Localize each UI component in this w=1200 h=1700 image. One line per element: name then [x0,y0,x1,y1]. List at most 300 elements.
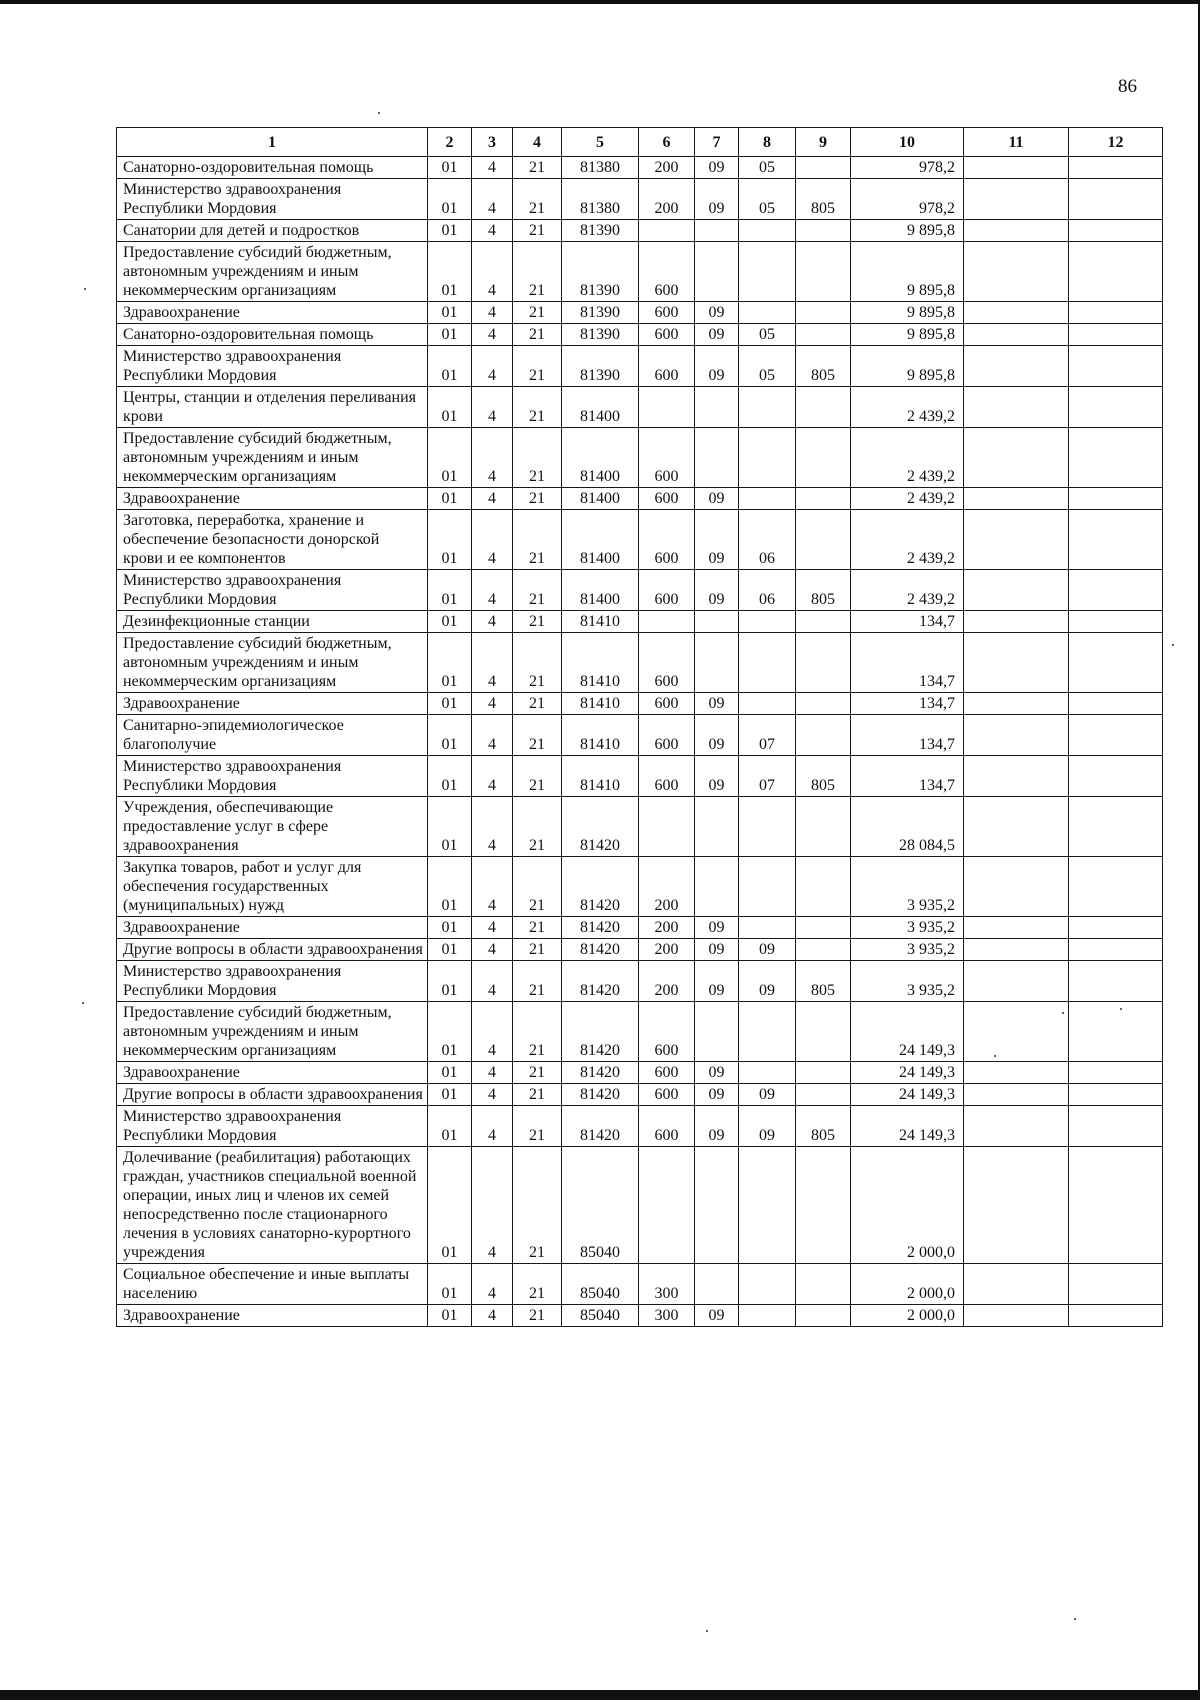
amount-cell: 9 895,8 [851,302,964,324]
code-cell: 21 [513,715,562,756]
code-cell: 85040 [562,1264,639,1305]
code-cell: 805 [796,961,851,1002]
code-cell: 81390 [562,242,639,302]
amount-cell: 24 149,3 [851,1002,964,1062]
row-name-cell: Учреждения, обеспечивающие предоставление услуг в сфере здравоохранения [117,797,428,857]
column-header: 12 [1069,128,1163,157]
code-cell: 200 [639,939,695,961]
code-cell: 4 [472,961,513,1002]
code-cell: 81420 [562,1002,639,1062]
amount-cell [1069,756,1163,797]
amount-cell: 28 084,5 [851,797,964,857]
scan-speck [84,288,86,290]
row-name-cell: Закупка товаров, работ и услуг для обеспечения государственных (муниципальных) нужд [117,857,428,917]
row-name-cell: Здравоохранение [117,1062,428,1084]
code-cell: 4 [472,510,513,570]
amount-cell [964,1106,1069,1147]
code-cell: 01 [428,302,472,324]
amount-cell [964,324,1069,346]
code-cell: 21 [513,510,562,570]
amount-cell [964,179,1069,220]
amount-cell [964,1305,1069,1327]
scan-border-top [0,0,1200,4]
code-cell [796,693,851,715]
column-header: 11 [964,128,1069,157]
table-row [117,797,1163,857]
amount-cell [964,242,1069,302]
amount-cell [964,387,1069,428]
row-name-cell: Санаторно-оздоровительная помощь [117,157,428,179]
amount-cell: 9 895,8 [851,346,964,387]
code-cell [796,1084,851,1106]
table-row [117,715,1163,756]
code-cell: 21 [513,157,562,179]
scan-speck [82,1002,84,1004]
header-row [117,128,1163,157]
code-cell: 09 [695,939,739,961]
code-cell [695,1264,739,1305]
code-cell: 09 [695,1084,739,1106]
code-cell: 01 [428,1002,472,1062]
table-row [117,1147,1163,1264]
code-cell: 05 [739,157,796,179]
amount-cell [964,1002,1069,1062]
code-cell: 4 [472,570,513,611]
amount-cell: 9 895,8 [851,242,964,302]
code-cell: 81410 [562,633,639,693]
code-cell: 21 [513,1106,562,1147]
code-cell: 21 [513,387,562,428]
table-row [117,302,1163,324]
code-cell: 4 [472,242,513,302]
table-row [117,570,1163,611]
table-row [117,324,1163,346]
code-cell: 4 [472,756,513,797]
code-cell: 4 [472,633,513,693]
code-cell: 4 [472,1062,513,1084]
code-cell: 21 [513,917,562,939]
code-cell: 09 [695,715,739,756]
amount-cell: 2 439,2 [851,428,964,488]
table-row [117,611,1163,633]
code-cell: 4 [472,1084,513,1106]
code-cell: 09 [695,961,739,1002]
amount-cell [964,1084,1069,1106]
code-cell: 01 [428,857,472,917]
code-cell: 01 [428,346,472,387]
code-cell [796,242,851,302]
code-cell: 21 [513,756,562,797]
budget-table [116,127,1163,1327]
amount-cell: 24 149,3 [851,1106,964,1147]
code-cell: 21 [513,302,562,324]
code-cell [739,1264,796,1305]
table-row [117,1002,1163,1062]
code-cell: 81410 [562,693,639,715]
code-cell [639,387,695,428]
amount-cell [964,302,1069,324]
column-header: 5 [562,128,639,157]
code-cell: 4 [472,917,513,939]
code-cell [739,693,796,715]
code-cell: 05 [739,346,796,387]
code-cell [739,611,796,633]
code-cell: 09 [695,488,739,510]
code-cell [739,917,796,939]
code-cell: 21 [513,1062,562,1084]
code-cell: 4 [472,611,513,633]
amount-cell [1069,1002,1163,1062]
code-cell: 05 [739,324,796,346]
row-name-cell: Предоставление субсидий бюджетным, автономным учреждениям и иным некоммерческим организациям [117,242,428,302]
amount-cell: 978,2 [851,179,964,220]
code-cell [796,797,851,857]
code-cell: 200 [639,179,695,220]
amount-cell [964,157,1069,179]
code-cell: 200 [639,157,695,179]
row-name-cell: Предоставление субсидий бюджетным, автономным учреждениям и иным некоммерческим организациям [117,633,428,693]
amount-cell [1069,510,1163,570]
table-row [117,1305,1163,1327]
code-cell: 600 [639,756,695,797]
code-cell: 81420 [562,961,639,1002]
code-cell: 4 [472,693,513,715]
code-cell: 21 [513,1002,562,1062]
table-row [117,387,1163,428]
code-cell: 01 [428,715,472,756]
code-cell: 4 [472,324,513,346]
code-cell [739,242,796,302]
code-cell [695,857,739,917]
table-row [117,157,1163,179]
code-cell: 09 [695,1106,739,1147]
table-row [117,633,1163,693]
code-cell: 01 [428,1106,472,1147]
row-name-cell: Здравоохранение [117,1305,428,1327]
table-row [117,756,1163,797]
amount-cell: 3 935,2 [851,917,964,939]
amount-cell [1069,157,1163,179]
amount-cell [1069,1062,1163,1084]
code-cell: 21 [513,633,562,693]
amount-cell [1069,1264,1163,1305]
code-cell [796,633,851,693]
row-name-cell: Заготовка, переработка, хранение и обеспечение безопасности донорской крови и ее компонентов [117,510,428,570]
code-cell: 81390 [562,324,639,346]
code-cell: 09 [695,693,739,715]
code-cell: 21 [513,857,562,917]
code-cell: 21 [513,242,562,302]
row-name-cell: Долечивание (реабилитация) работающих граждан, участников специальной военной операции, иных лиц и членов их семей непосредственно после стационарного лечения в условиях санаторно-курортного учреждения [117,1147,428,1264]
code-cell [639,797,695,857]
amount-cell [964,756,1069,797]
column-header: 7 [695,128,739,157]
code-cell: 09 [695,1062,739,1084]
code-cell: 01 [428,220,472,242]
code-cell: 805 [796,346,851,387]
code-cell: 01 [428,510,472,570]
code-cell: 01 [428,1147,472,1264]
code-cell: 21 [513,1147,562,1264]
amount-cell: 3 935,2 [851,939,964,961]
code-cell: 4 [472,797,513,857]
row-name-cell: Министерство здравоохранения Республики Мордовия [117,1106,428,1147]
code-cell: 200 [639,917,695,939]
code-cell: 01 [428,157,472,179]
row-name-cell: Министерство здравоохранения Республики Мордовия [117,346,428,387]
row-name-cell: Здравоохранение [117,693,428,715]
row-name-cell: Санаторно-оздоровительная помощь [117,324,428,346]
code-cell [739,1305,796,1327]
code-cell: 4 [472,302,513,324]
code-cell: 09 [695,157,739,179]
row-name-cell: Предоставление субсидий бюджетным, автономным учреждениям и иным некоммерческим организациям [117,1002,428,1062]
amount-cell: 2 000,0 [851,1264,964,1305]
code-cell: 200 [639,857,695,917]
code-cell [739,797,796,857]
amount-cell: 3 935,2 [851,857,964,917]
amount-cell [1069,428,1163,488]
row-name-cell: Здравоохранение [117,302,428,324]
row-name-cell: Здравоохранение [117,917,428,939]
code-cell: 01 [428,387,472,428]
code-cell: 81390 [562,346,639,387]
code-cell [695,242,739,302]
column-header: 4 [513,128,562,157]
row-name-cell: Министерство здравоохранения Республики Мордовия [117,756,428,797]
column-header: 1 [117,128,428,157]
code-cell [695,611,739,633]
row-name-cell: Социальное обеспечение и иные выплаты населению [117,1264,428,1305]
amount-cell [1069,715,1163,756]
amount-cell [964,961,1069,1002]
amount-cell: 2 000,0 [851,1305,964,1327]
code-cell: 21 [513,346,562,387]
table-row [117,510,1163,570]
code-cell: 81400 [562,387,639,428]
column-header: 10 [851,128,964,157]
code-cell [639,611,695,633]
code-cell: 600 [639,1002,695,1062]
code-cell: 21 [513,1264,562,1305]
code-cell: 21 [513,961,562,1002]
code-cell: 805 [796,756,851,797]
row-name-cell: Другие вопросы в области здравоохранения [117,939,428,961]
code-cell [695,220,739,242]
code-cell: 09 [695,917,739,939]
amount-cell [1069,857,1163,917]
table-row [117,1106,1163,1147]
amount-cell [964,1264,1069,1305]
code-cell: 4 [472,1002,513,1062]
code-cell [796,324,851,346]
code-cell: 09 [695,756,739,797]
table-row [117,917,1163,939]
amount-cell [1069,1106,1163,1147]
amount-cell [964,715,1069,756]
code-cell: 21 [513,324,562,346]
code-cell: 01 [428,1062,472,1084]
code-cell [695,428,739,488]
code-cell: 81390 [562,302,639,324]
amount-cell: 2 439,2 [851,570,964,611]
code-cell: 01 [428,1264,472,1305]
code-cell [739,488,796,510]
code-cell [739,633,796,693]
code-cell [639,1147,695,1264]
amount-cell [964,488,1069,510]
row-name-cell: Санитарно-эпидемиологическое благополучие [117,715,428,756]
amount-cell [1069,302,1163,324]
table-row [117,939,1163,961]
code-cell: 4 [472,488,513,510]
amount-cell [1069,220,1163,242]
code-cell: 01 [428,633,472,693]
amount-cell [1069,1305,1163,1327]
code-cell: 81420 [562,1084,639,1106]
table-row [117,693,1163,715]
column-header: 2 [428,128,472,157]
code-cell: 81380 [562,179,639,220]
code-cell: 21 [513,220,562,242]
code-cell: 81400 [562,510,639,570]
column-header: 6 [639,128,695,157]
code-cell [796,857,851,917]
code-cell: 81420 [562,917,639,939]
code-cell: 01 [428,488,472,510]
code-cell: 01 [428,611,472,633]
code-cell [739,1147,796,1264]
code-cell: 21 [513,488,562,510]
code-cell [739,1002,796,1062]
page-number: 86 [1118,76,1137,97]
amount-cell [964,1147,1069,1264]
code-cell: 600 [639,242,695,302]
amount-cell [964,797,1069,857]
scan-border-bottom [0,1690,1200,1700]
code-cell [796,917,851,939]
amount-cell [1069,961,1163,1002]
amount-cell: 2 000,0 [851,1147,964,1264]
code-cell: 09 [739,939,796,961]
code-cell: 01 [428,428,472,488]
table-body [117,157,1163,1327]
code-cell: 21 [513,693,562,715]
amount-cell: 134,7 [851,715,964,756]
amount-cell [1069,1147,1163,1264]
code-cell: 01 [428,693,472,715]
row-name-cell: Здравоохранение [117,488,428,510]
code-cell: 21 [513,797,562,857]
code-cell: 600 [639,693,695,715]
code-cell: 600 [639,510,695,570]
code-cell [695,633,739,693]
amount-cell: 2 439,2 [851,510,964,570]
amount-cell: 9 895,8 [851,220,964,242]
amount-cell [1069,488,1163,510]
code-cell: 300 [639,1305,695,1327]
code-cell [695,387,739,428]
code-cell [639,220,695,242]
amount-cell [1069,693,1163,715]
code-cell: 600 [639,346,695,387]
code-cell: 4 [472,715,513,756]
table-row [117,428,1163,488]
code-cell: 4 [472,346,513,387]
code-cell: 81420 [562,939,639,961]
code-cell: 07 [739,715,796,756]
code-cell: 600 [639,1106,695,1147]
code-cell: 81400 [562,570,639,611]
amount-cell [964,1062,1069,1084]
amount-cell [1069,1084,1163,1106]
code-cell [739,220,796,242]
code-cell: 81410 [562,756,639,797]
code-cell: 81420 [562,1106,639,1147]
code-cell: 09 [695,510,739,570]
code-cell: 06 [739,570,796,611]
code-cell: 07 [739,756,796,797]
table-row [117,857,1163,917]
code-cell: 01 [428,797,472,857]
code-cell: 05 [739,179,796,220]
code-cell: 4 [472,1147,513,1264]
amount-cell: 134,7 [851,693,964,715]
code-cell: 81420 [562,857,639,917]
scan-speck [1172,644,1174,646]
amount-cell: 3 935,2 [851,961,964,1002]
code-cell [796,488,851,510]
amount-cell: 24 149,3 [851,1062,964,1084]
code-cell [796,715,851,756]
code-cell [796,1264,851,1305]
amount-cell [964,857,1069,917]
table-row [117,488,1163,510]
code-cell: 85040 [562,1147,639,1264]
code-cell: 01 [428,756,472,797]
row-name-cell: Министерство здравоохранения Республики Мордовия [117,961,428,1002]
code-cell [796,157,851,179]
code-cell [796,1147,851,1264]
code-cell: 805 [796,179,851,220]
column-header: 8 [739,128,796,157]
amount-cell: 2 439,2 [851,387,964,428]
amount-cell [1069,797,1163,857]
code-cell: 600 [639,324,695,346]
amount-cell [1069,633,1163,693]
code-cell: 21 [513,570,562,611]
code-cell: 09 [739,1106,796,1147]
code-cell: 4 [472,1264,513,1305]
code-cell: 01 [428,179,472,220]
code-cell [796,1305,851,1327]
table-row [117,1084,1163,1106]
code-cell: 600 [639,428,695,488]
code-cell: 01 [428,939,472,961]
table-row [117,1264,1163,1305]
amount-cell [1069,387,1163,428]
code-cell: 81420 [562,1062,639,1084]
amount-cell [964,570,1069,611]
amount-cell [964,428,1069,488]
code-cell [796,1002,851,1062]
code-cell: 06 [739,510,796,570]
amount-cell [964,693,1069,715]
scan-speck [1074,1618,1076,1620]
code-cell [739,387,796,428]
row-name-cell: Дезинфекционные станции [117,611,428,633]
code-cell: 21 [513,179,562,220]
